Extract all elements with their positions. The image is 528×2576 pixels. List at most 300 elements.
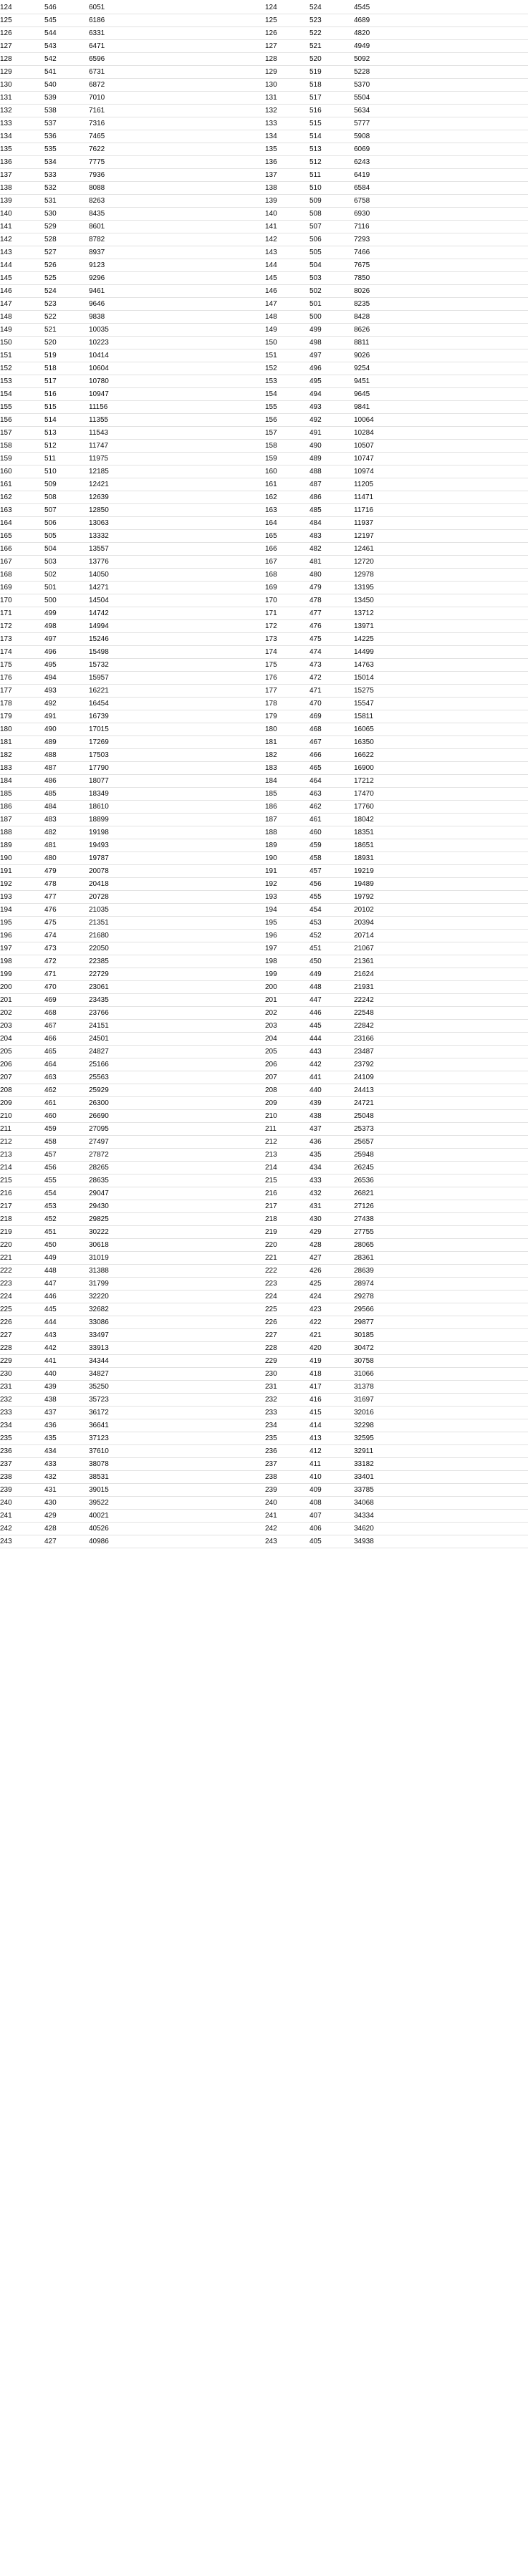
cell-score: 543 (44, 40, 89, 53)
cell-cumulative: 27872 (89, 1149, 265, 1162)
cell-cumulative: 29566 (354, 1303, 528, 1316)
cell-cumulative: 10414 (89, 349, 265, 362)
cell-score: 505 (309, 246, 354, 259)
table-row (0, 736, 528, 749)
cell-cumulative: 32911 (354, 1445, 528, 1458)
cell-rank: 180 (0, 723, 44, 736)
table-row (0, 762, 528, 775)
table-row (0, 388, 528, 401)
cell-cumulative: 7161 (89, 105, 265, 117)
cell-cumulative: 18931 (354, 852, 528, 865)
cell-rank: 202 (0, 1007, 44, 1020)
cell-rank: 161 (0, 478, 44, 491)
table-row (0, 1510, 528, 1523)
cell-cumulative: 6069 (354, 143, 528, 156)
table-row (0, 1187, 528, 1200)
cell-cumulative: 33785 (354, 1484, 528, 1497)
cell-rank: 186 (265, 801, 309, 814)
cell-cumulative: 27755 (354, 1226, 528, 1239)
cell-score: 470 (44, 981, 89, 994)
cell-cumulative: 31799 (89, 1278, 265, 1291)
cell-score: 483 (44, 814, 89, 826)
cell-score: 446 (44, 1291, 89, 1303)
cell-rank: 166 (265, 543, 309, 556)
cell-rank: 126 (0, 27, 44, 40)
cell-rank: 242 (265, 1523, 309, 1535)
cell-score: 493 (309, 401, 354, 414)
cell-rank: 228 (0, 1342, 44, 1355)
table-row (0, 504, 528, 517)
table-row (0, 92, 528, 105)
cell-score: 496 (309, 362, 354, 375)
cell-rank: 212 (265, 1136, 309, 1149)
cell-rank: 196 (265, 930, 309, 942)
cell-rank: 167 (0, 556, 44, 569)
cell-score: 495 (44, 659, 89, 672)
cell-rank: 155 (265, 401, 309, 414)
cell-cumulative: 8026 (354, 285, 528, 298)
cell-cumulative: 31019 (89, 1252, 265, 1265)
cell-score: 516 (309, 105, 354, 117)
cell-cumulative: 34334 (354, 1510, 528, 1523)
cell-rank: 139 (265, 195, 309, 208)
table-row (0, 27, 528, 40)
cell-cumulative: 24151 (89, 1020, 265, 1033)
cell-cumulative: 23766 (89, 1007, 265, 1020)
cell-rank: 176 (265, 672, 309, 685)
cell-score: 455 (309, 891, 354, 904)
cell-rank: 130 (0, 79, 44, 92)
cell-cumulative: 23166 (354, 1033, 528, 1046)
cell-score: 490 (44, 723, 89, 736)
table-row (0, 1458, 528, 1471)
cell-score: 474 (309, 646, 354, 659)
cell-cumulative: 15547 (354, 698, 528, 710)
cell-cumulative: 12720 (354, 556, 528, 569)
cell-rank: 235 (265, 1432, 309, 1445)
cell-score: 471 (309, 685, 354, 698)
cell-cumulative: 30472 (354, 1342, 528, 1355)
cell-score: 439 (309, 1097, 354, 1110)
cell-score: 514 (44, 414, 89, 427)
cell-cumulative: 4689 (354, 14, 528, 27)
cell-cumulative: 18351 (354, 826, 528, 839)
table-row (0, 582, 528, 594)
cell-score: 440 (44, 1368, 89, 1381)
cell-score: 474 (44, 930, 89, 942)
table-row (0, 453, 528, 465)
table-row (0, 775, 528, 788)
cell-rank: 217 (0, 1200, 44, 1213)
cell-cumulative: 24501 (89, 1033, 265, 1046)
cell-rank: 184 (0, 775, 44, 788)
cell-cumulative: 7465 (89, 130, 265, 143)
cell-score: 503 (309, 272, 354, 285)
cell-cumulative: 31388 (89, 1265, 265, 1278)
table-row (0, 1278, 528, 1291)
table-row (0, 723, 528, 736)
cell-score: 465 (309, 762, 354, 775)
cell-cumulative: 14499 (354, 646, 528, 659)
cell-cumulative: 32595 (354, 1432, 528, 1445)
cell-cumulative: 27126 (354, 1200, 528, 1213)
table-row (0, 530, 528, 543)
cell-score: 488 (309, 465, 354, 478)
cell-rank: 213 (0, 1149, 44, 1162)
table-row (0, 1471, 528, 1484)
cell-score: 504 (309, 259, 354, 272)
cell-score: 489 (309, 453, 354, 465)
cell-rank: 178 (265, 698, 309, 710)
cell-rank: 134 (0, 130, 44, 143)
cell-cumulative: 9026 (354, 349, 528, 362)
cell-rank: 235 (0, 1432, 44, 1445)
cell-cumulative: 35250 (89, 1381, 265, 1394)
cell-rank: 182 (265, 749, 309, 762)
cell-score: 487 (309, 478, 354, 491)
cell-cumulative: 28265 (89, 1162, 265, 1174)
cell-score: 542 (44, 53, 89, 66)
cell-rank: 197 (265, 942, 309, 955)
cell-rank: 131 (0, 92, 44, 105)
cell-rank: 132 (0, 105, 44, 117)
cell-score: 453 (309, 917, 354, 930)
table-row (0, 1097, 528, 1110)
cell-score: 424 (309, 1291, 354, 1303)
cell-cumulative: 7010 (89, 92, 265, 105)
cell-cumulative: 7622 (89, 143, 265, 156)
cell-rank: 124 (265, 1, 309, 14)
table-row (0, 53, 528, 66)
cell-rank: 229 (0, 1355, 44, 1368)
cell-score: 463 (309, 788, 354, 801)
cell-rank: 169 (0, 582, 44, 594)
cell-rank: 156 (0, 414, 44, 427)
cell-score: 536 (44, 130, 89, 143)
cell-score: 430 (44, 1497, 89, 1510)
cell-rank: 160 (0, 465, 44, 478)
cell-cumulative: 6419 (354, 169, 528, 182)
table-row (0, 659, 528, 672)
cell-score: 520 (44, 337, 89, 349)
table-row (0, 1239, 528, 1252)
cell-score: 505 (44, 530, 89, 543)
cell-cumulative: 32016 (354, 1407, 528, 1419)
cell-score: 479 (44, 865, 89, 878)
cell-rank: 170 (265, 594, 309, 607)
cell-rank: 211 (265, 1123, 309, 1136)
cell-score: 524 (309, 1, 354, 14)
cell-rank: 210 (265, 1110, 309, 1123)
cell-cumulative: 37123 (89, 1432, 265, 1445)
cell-rank: 226 (265, 1316, 309, 1329)
cell-score: 497 (309, 349, 354, 362)
cell-rank: 185 (0, 788, 44, 801)
cell-cumulative: 16350 (354, 736, 528, 749)
cell-score: 434 (309, 1162, 354, 1174)
cell-rank: 175 (0, 659, 44, 672)
cell-cumulative: 9254 (354, 362, 528, 375)
cell-cumulative: 5092 (354, 53, 528, 66)
cell-cumulative: 27497 (89, 1136, 265, 1149)
cell-score: 480 (309, 569, 354, 582)
cell-rank: 236 (265, 1445, 309, 1458)
cell-rank: 226 (0, 1316, 44, 1329)
cell-rank: 211 (0, 1123, 44, 1136)
cell-rank: 189 (0, 839, 44, 852)
cell-score: 436 (309, 1136, 354, 1149)
cell-score: 417 (309, 1381, 354, 1394)
cell-score: 429 (309, 1226, 354, 1239)
cell-rank: 242 (0, 1523, 44, 1535)
cell-rank: 144 (265, 259, 309, 272)
cell-cumulative: 9838 (89, 311, 265, 324)
cell-cumulative: 19198 (89, 826, 265, 839)
cell-cumulative: 8263 (89, 195, 265, 208)
cell-rank: 150 (0, 337, 44, 349)
cell-cumulative: 8626 (354, 324, 528, 337)
table-row (0, 646, 528, 659)
cell-rank: 202 (265, 1007, 309, 1020)
cell-cumulative: 24413 (354, 1084, 528, 1097)
cell-score: 454 (309, 904, 354, 917)
cell-rank: 215 (265, 1174, 309, 1187)
cell-cumulative: 30618 (89, 1239, 265, 1252)
cell-cumulative: 10035 (89, 324, 265, 337)
table-row (0, 40, 528, 53)
cell-cumulative: 18899 (89, 814, 265, 826)
cell-cumulative: 40986 (89, 1535, 265, 1548)
cell-cumulative: 29825 (89, 1213, 265, 1226)
table-row (0, 543, 528, 556)
cell-rank: 201 (0, 994, 44, 1007)
cell-rank: 124 (0, 1, 44, 14)
table-row (0, 349, 528, 362)
cell-score: 433 (44, 1458, 89, 1471)
cell-cumulative: 4949 (354, 40, 528, 53)
table-row (0, 826, 528, 839)
cell-cumulative: 32298 (354, 1419, 528, 1432)
cell-cumulative: 22242 (354, 994, 528, 1007)
cell-rank: 134 (265, 130, 309, 143)
cell-rank: 193 (0, 891, 44, 904)
cell-score: 478 (44, 878, 89, 891)
cell-score: 466 (309, 749, 354, 762)
cell-score: 449 (44, 1252, 89, 1265)
cell-cumulative: 15957 (89, 672, 265, 685)
cell-rank: 194 (0, 904, 44, 917)
cell-cumulative: 11205 (354, 478, 528, 491)
cell-rank: 158 (0, 440, 44, 453)
table-row (0, 904, 528, 917)
cell-score: 468 (44, 1007, 89, 1020)
cell-cumulative: 9451 (354, 375, 528, 388)
cell-rank: 173 (0, 633, 44, 646)
cell-cumulative: 23435 (89, 994, 265, 1007)
cell-rank: 188 (265, 826, 309, 839)
cell-rank: 171 (265, 607, 309, 620)
table-row (0, 749, 528, 762)
cell-score: 535 (44, 143, 89, 156)
cell-rank: 234 (265, 1419, 309, 1432)
cell-rank: 128 (0, 53, 44, 66)
cell-rank: 204 (0, 1033, 44, 1046)
cell-score: 483 (309, 530, 354, 543)
cell-rank: 209 (265, 1097, 309, 1110)
cell-rank: 152 (0, 362, 44, 375)
cell-rank: 224 (0, 1291, 44, 1303)
cell-cumulative: 17503 (89, 749, 265, 762)
table-row (0, 930, 528, 942)
cell-score: 441 (309, 1071, 354, 1084)
table-row (0, 1484, 528, 1497)
cell-cumulative: 12639 (89, 491, 265, 504)
cell-cumulative: 22385 (89, 955, 265, 968)
cell-score: 419 (309, 1355, 354, 1368)
cell-rank: 148 (265, 311, 309, 324)
cell-cumulative: 16065 (354, 723, 528, 736)
table-row (0, 1174, 528, 1187)
cell-cumulative: 33086 (89, 1316, 265, 1329)
table-row (0, 1058, 528, 1071)
table-row (0, 440, 528, 453)
cell-rank: 182 (0, 749, 44, 762)
cell-rank: 237 (265, 1458, 309, 1471)
cell-score: 492 (309, 414, 354, 427)
cell-rank: 208 (0, 1084, 44, 1097)
cell-rank: 167 (265, 556, 309, 569)
cell-cumulative: 13776 (89, 556, 265, 569)
cell-score: 486 (44, 775, 89, 788)
cell-rank: 151 (0, 349, 44, 362)
cell-cumulative: 26690 (89, 1110, 265, 1123)
table-row (0, 259, 528, 272)
cell-cumulative: 7466 (354, 246, 528, 259)
cell-cumulative: 28635 (89, 1174, 265, 1187)
cell-score: 507 (44, 504, 89, 517)
cell-rank: 195 (0, 917, 44, 930)
cell-score: 444 (44, 1316, 89, 1329)
cell-cumulative: 18610 (89, 801, 265, 814)
cell-rank: 154 (0, 388, 44, 401)
cell-score: 487 (44, 762, 89, 775)
cell-score: 504 (44, 543, 89, 556)
cell-score: 429 (44, 1510, 89, 1523)
cell-cumulative: 11543 (89, 427, 265, 440)
cell-score: 425 (309, 1278, 354, 1291)
cell-score: 494 (44, 672, 89, 685)
cell-cumulative: 6872 (89, 79, 265, 92)
cell-rank: 144 (0, 259, 44, 272)
cell-rank: 151 (265, 349, 309, 362)
cell-score: 447 (44, 1278, 89, 1291)
cell-rank: 192 (265, 878, 309, 891)
cell-cumulative: 21680 (89, 930, 265, 942)
cell-cumulative: 29430 (89, 1200, 265, 1213)
cell-rank: 199 (0, 968, 44, 981)
cell-score: 415 (309, 1407, 354, 1419)
cell-rank: 233 (265, 1407, 309, 1419)
cell-cumulative: 12850 (89, 504, 265, 517)
cell-rank: 162 (0, 491, 44, 504)
table-row (0, 1394, 528, 1407)
cell-rank: 207 (265, 1071, 309, 1084)
cell-score: 442 (44, 1342, 89, 1355)
cell-score: 447 (309, 994, 354, 1007)
cell-rank: 187 (0, 814, 44, 826)
cell-cumulative: 13450 (354, 594, 528, 607)
cell-score: 439 (44, 1381, 89, 1394)
cell-rank: 143 (0, 246, 44, 259)
table-row (0, 1, 528, 14)
cell-score: 448 (44, 1265, 89, 1278)
table-row (0, 1368, 528, 1381)
cell-score: 413 (309, 1432, 354, 1445)
cell-score: 508 (44, 491, 89, 504)
cell-score: 512 (309, 156, 354, 169)
cell-rank: 218 (265, 1213, 309, 1226)
cell-rank: 142 (265, 233, 309, 246)
cell-cumulative: 29278 (354, 1291, 528, 1303)
cell-cumulative: 25657 (354, 1136, 528, 1149)
cell-rank: 203 (265, 1020, 309, 1033)
cell-cumulative: 26300 (89, 1097, 265, 1110)
cell-rank: 201 (265, 994, 309, 1007)
cell-cumulative: 15732 (89, 659, 265, 672)
cell-score: 530 (44, 208, 89, 221)
cell-rank: 241 (0, 1510, 44, 1523)
table-row (0, 556, 528, 569)
table-row (0, 233, 528, 246)
cell-score: 471 (44, 968, 89, 981)
cell-score: 467 (309, 736, 354, 749)
cell-score: 484 (309, 517, 354, 530)
cell-cumulative: 21931 (354, 981, 528, 994)
table-row (0, 1265, 528, 1278)
cell-cumulative: 30185 (354, 1329, 528, 1342)
cell-score: 458 (309, 852, 354, 865)
cell-score: 513 (44, 427, 89, 440)
cell-cumulative: 5504 (354, 92, 528, 105)
cell-score: 451 (309, 942, 354, 955)
cell-rank: 206 (0, 1058, 44, 1071)
cell-score: 544 (44, 27, 89, 40)
table-row (0, 1162, 528, 1174)
cell-rank: 154 (265, 388, 309, 401)
cell-cumulative: 22050 (89, 942, 265, 955)
table-row (0, 1355, 528, 1368)
cell-score: 464 (44, 1058, 89, 1071)
cell-rank: 221 (265, 1252, 309, 1265)
cell-score: 498 (309, 337, 354, 349)
cell-rank: 222 (265, 1265, 309, 1278)
table-row (0, 710, 528, 723)
cell-cumulative: 39015 (89, 1484, 265, 1497)
cell-cumulative: 6051 (89, 1, 265, 14)
cell-cumulative: 23061 (89, 981, 265, 994)
table-row (0, 620, 528, 633)
cell-score: 452 (44, 1213, 89, 1226)
cell-rank: 192 (0, 878, 44, 891)
cell-score: 515 (309, 117, 354, 130)
cell-rank: 238 (0, 1471, 44, 1484)
cell-cumulative: 25166 (89, 1058, 265, 1071)
cell-cumulative: 19219 (354, 865, 528, 878)
cell-cumulative: 9646 (89, 298, 265, 311)
cell-cumulative: 8601 (89, 221, 265, 233)
cell-rank: 198 (0, 955, 44, 968)
cell-score: 444 (309, 1033, 354, 1046)
